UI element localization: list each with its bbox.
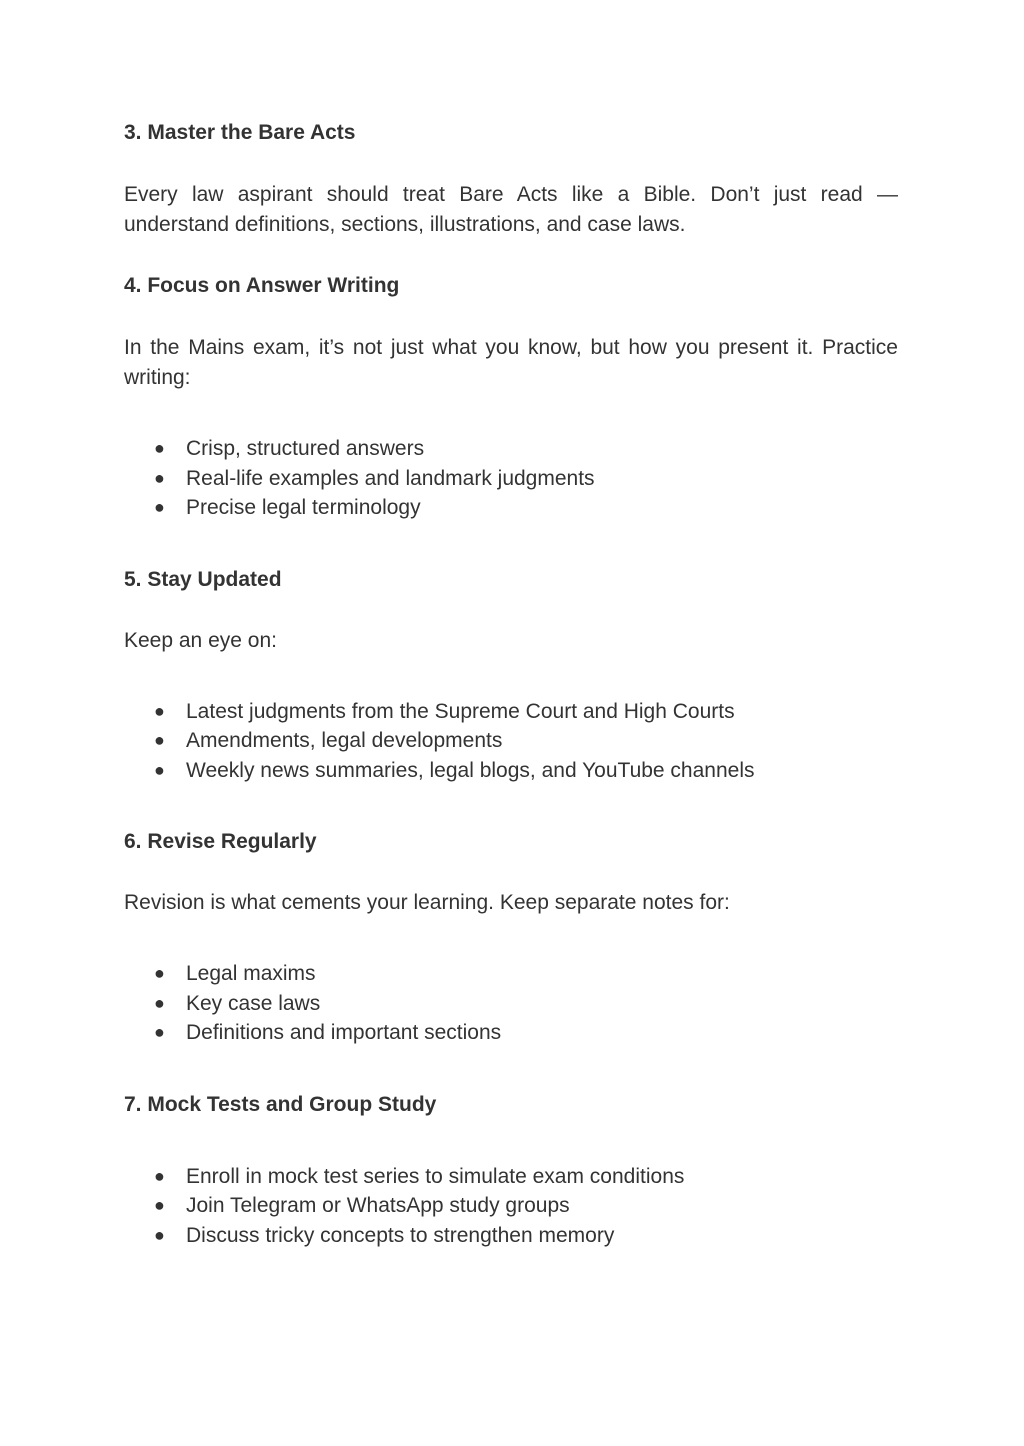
list-item: ● Key case laws: [124, 989, 898, 1019]
bullet-icon: ●: [154, 759, 165, 780]
list-item: ● Definitions and important sections: [124, 1018, 898, 1048]
bullet-icon: ●: [154, 700, 165, 721]
bullet-icon: ●: [154, 730, 165, 750]
section-heading-answer-writing: 4. Focus on Answer Writing: [124, 274, 400, 297]
list-item: ● Discuss tricky concepts to strengthen memory: [124, 1221, 898, 1251]
bullet-icon: ●: [154, 1224, 165, 1245]
list-item: ● Legal maxims: [124, 959, 898, 989]
list-item: ● Precise legal terminology: [124, 493, 898, 523]
list-item: ● Latest judgments from the Supreme Court and High Courts: [124, 697, 898, 727]
list-item: ● Crisp, structured answers: [124, 434, 898, 464]
list-item: ● Join Telegram or WhatsApp study groups: [124, 1191, 898, 1221]
section-paragraph-bare-acts: Every law aspirant should treat Bare Acts like a Bible. Don’t just read — understand definitions, sections, illustrations, and case laws.: [124, 183, 898, 236]
list-item: ● Real-life examples and landmark judgments: [124, 464, 898, 494]
bullet-list-answer-writing: [124, 434, 898, 523]
section-paragraph-stay-updated: Keep an eye on:: [124, 628, 277, 652]
document-content: [124, 118, 898, 1250]
list-item: ● Weekly news summaries, legal blogs, and YouTube channels: [124, 756, 898, 786]
bullet-icon: ●: [154, 1022, 165, 1042]
section-paragraph-answer-writing: In the Mains exam, it’s not just what you know, but how you present it. Practice writing:: [124, 336, 898, 389]
list-item: ● Enroll in mock test series to simulate exam conditions: [124, 1162, 898, 1192]
bullet-icon: ●: [154, 963, 165, 983]
bullet-list-revise-regularly: [124, 959, 898, 1048]
bullet-icon: ●: [154, 992, 165, 1013]
section-paragraph-revise-regularly: Revision is what cements your learning. Keep separate notes for:: [124, 891, 730, 914]
bullet-icon: ●: [154, 438, 165, 458]
bullet-icon: ●: [154, 1195, 165, 1215]
bullet-icon: ●: [154, 1165, 165, 1186]
section-heading-mock-tests: 7. Mock Tests and Group Study: [124, 1092, 437, 1116]
bullet-list-stay-updated: [124, 697, 898, 786]
section-heading-bare-acts: 3. Master the Bare Acts: [124, 121, 356, 144]
bullet-list-mock-tests: [124, 1162, 898, 1251]
section-heading-revise-regularly: 6. Revise Regularly: [124, 830, 317, 853]
list-item: ● Amendments, legal developments: [124, 726, 898, 756]
bullet-icon: ●: [154, 497, 165, 517]
bullet-icon: ●: [154, 467, 165, 488]
section-heading-stay-updated: 5. Stay Updated: [124, 567, 282, 591]
